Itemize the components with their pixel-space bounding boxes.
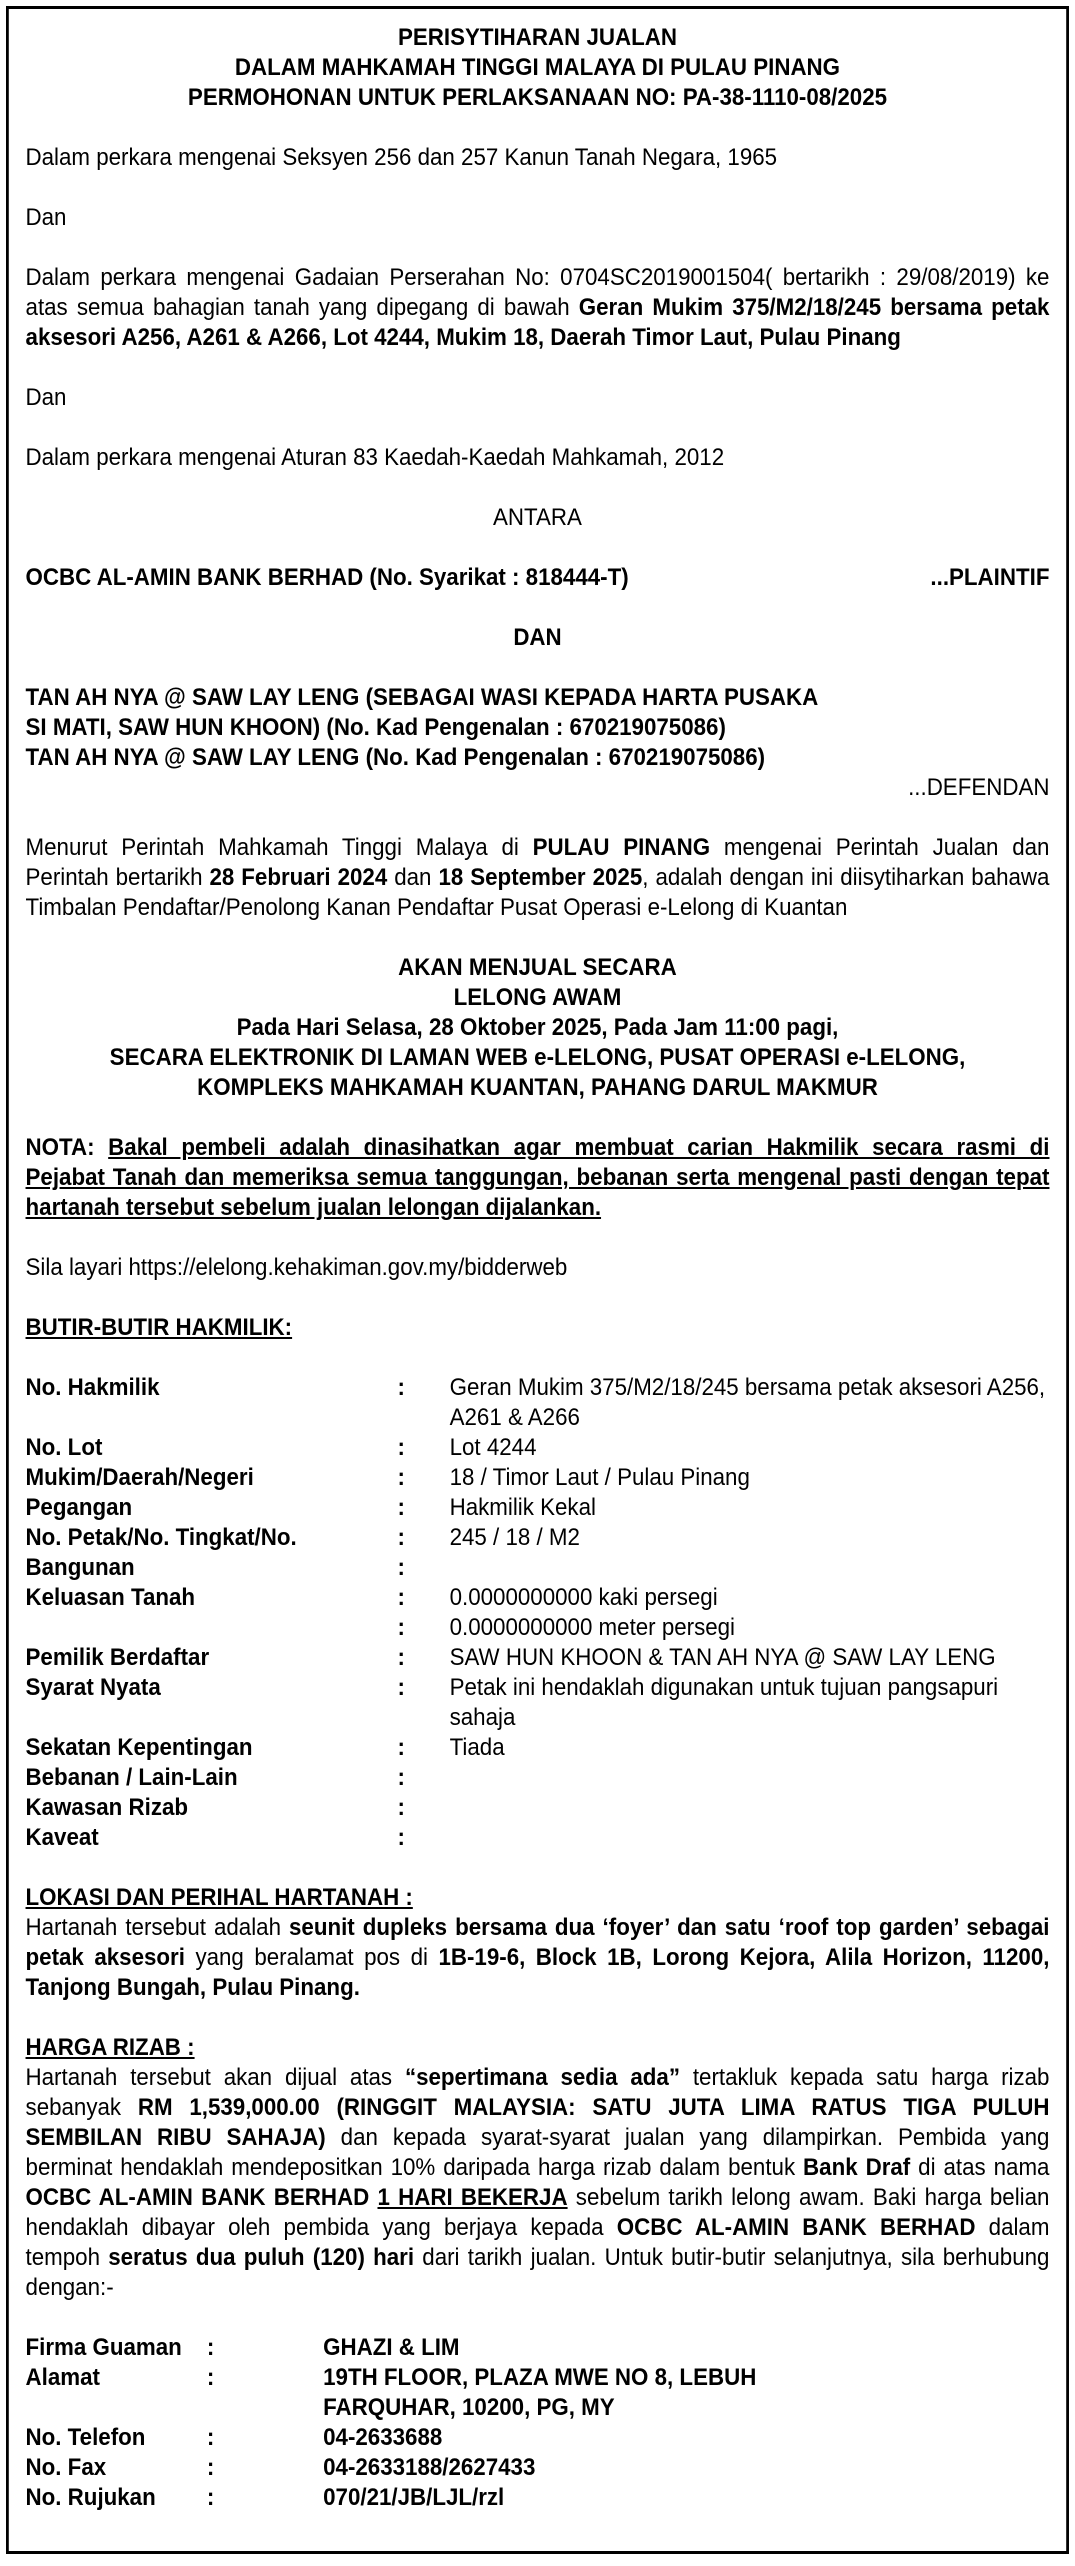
td-label: Bebanan / Lain-Lain: [25, 1764, 238, 1791]
td-colon: :: [397, 1494, 405, 1521]
td-label: Kaveat: [25, 1824, 99, 1851]
td-label: Sekatan Kepentingan: [25, 1734, 253, 1761]
td-colon: :: [397, 1584, 405, 1611]
matter-land-code: Dalam perkara mengenai Seksyen 256 dan 257 Kanun Tanah Negara, 1965: [25, 144, 778, 171]
contact-value: GHAZI & LIM: [323, 2334, 460, 2361]
title-details-heading: BUTIR-BUTIR HAKMILIK:: [25, 1314, 293, 1341]
td-value: [450, 1793, 1050, 1823]
td-label: No. Hakmilik: [25, 1374, 160, 1401]
res-bank-draft: Bank Draf: [803, 2154, 911, 2181]
location-heading: LOKASI DAN PERIHAL HARTANAH :: [25, 1884, 413, 1911]
reserve-heading: HARGA RIZAB :: [25, 2034, 195, 2061]
td-colon: :: [397, 1734, 405, 1761]
loc-address: 1B-19-6, Block 1B, Lorong Kejora, Alila Horizon, 11200, Tanjong Bungah, Pulau Pinang.: [25, 1944, 1050, 2001]
res-bank-name-2: OCBC AL-AMIN BANK BERHAD: [616, 2214, 976, 2241]
td-value: Lot 4244: [449, 1434, 537, 1461]
td-value: Geran Mukim 375/M2/18/245 bersama petak aksesori A256, A261 & A266: [449, 1374, 1046, 1431]
defendant-role: ...DEFENDAN: [908, 774, 1050, 801]
res-text-2: tertakluk kepada satu harga rizab sebanyak: [25, 2064, 1050, 2121]
loc-property-type: seunit dupleks bersama dua ‘foyer’ dan satu ‘roof top garden’ sebagai petak aksesori: [25, 1914, 1050, 1971]
res-text-6: sebelum tarikh lelong awam. Baki harga belian hendaklah dibayar oleh pembida yang berjaya kepada: [25, 2184, 1050, 2241]
contact-colon: :: [206, 2454, 215, 2481]
td-label: Mukim/Daerah/Negeri: [25, 1464, 254, 1491]
contact-colon: :: [206, 2424, 215, 2451]
res-text-7: dalam tempoh: [25, 2214, 1050, 2271]
matter-charge-title: Geran Mukim 375/M2/18/245 bersama petak aksesori A256, A261 & A266, Lot 4244, Mukim 18, Daerah Timor Laut, Pulau Pinang: [25, 294, 1050, 351]
td-colon: :: [397, 1434, 405, 1461]
matter-rules: Dalam perkara mengenai Aturan 83 Kaedah-Kaedah Mahkamah, 2012: [25, 444, 725, 471]
sale-venue: SECARA ELEKTRONIK DI LAMAN WEB e-LELONG, PUSAT OPERASI e-LELONG, KOMPLEKS MAHKAMAH KUANTAN, PAHANG DARUL MAKMUR: [109, 1044, 966, 1101]
td-label: Bangunan: [25, 1554, 135, 1581]
dan-label: DAN: [513, 624, 562, 651]
td-label: Pegangan: [25, 1494, 133, 1521]
td-colon: :: [397, 1554, 405, 1581]
td-label: Keluasan Tanah: [25, 1584, 196, 1611]
res-days: seratus dua puluh (120) hari: [108, 2244, 415, 2271]
contact-label: Firma Guaman: [25, 2334, 182, 2361]
td-value: Petak ini hendaklah digunakan untuk tujuan pangsapuri sahaja: [449, 1674, 999, 1731]
res-reserve-price: RM 1,539,000.00 (RINGGIT MALAYSIA: SATU JUTA LIMA RATUS TIGA PULUH SEMBILAN RIBU SAHAJA): [25, 2094, 1050, 2151]
header-case-number: PERMOHONAN UNTUK PERLAKSANAAN NO: PA-38-1110-08/2025: [187, 84, 888, 111]
website-line: Sila layari https://elelong.kehakiman.gov.my/bidderweb: [25, 1254, 568, 1281]
order-date-1: 28 Februari 2024: [209, 864, 388, 891]
contact-colon: :: [206, 2334, 215, 2361]
reserve-paragraph: [26, 2063, 1050, 2303]
loc-text-1: Hartanah tersebut adalah: [25, 1914, 290, 1941]
defendant-2: TAN AH NYA @ SAW LAY LENG (No. Kad Pengenalan : 670219075086): [25, 744, 766, 771]
contact-colon: :: [206, 2364, 215, 2391]
res-text-4: di atas nama: [910, 2154, 1050, 2181]
td-value: Tiada: [449, 1734, 505, 1761]
td-value: [450, 1823, 1050, 1853]
court-order-paragraph: [26, 833, 1050, 923]
contact-colon: :: [206, 2484, 215, 2511]
td-value: 0.0000000000 meter persegi: [449, 1614, 736, 1641]
res-working-day: 1 HARI BEKERJA: [377, 2184, 568, 2211]
matter-dan-1: Dan: [25, 204, 67, 231]
sale-datetime: Pada Hari Selasa, 28 Oktober 2025, Pada Jam 11:00 pagi,: [236, 1014, 839, 1041]
td-label: [26, 1613, 398, 1643]
td-colon: :: [397, 1614, 405, 1641]
td-colon: :: [397, 1794, 405, 1821]
td-value: [450, 1553, 1050, 1583]
td-colon: :: [397, 1824, 405, 1851]
nota-text: Bakal pembeli adalah dinasihatkan agar membuat carian Hakmilik secara rasmi di Pejabat Tanah dan memeriksa semua tanggungan, bebanan serta mengenal pasti dengan tepat hartanah tersebut sebelum jualan lelongan dijalankan.: [25, 1134, 1050, 1221]
header-court: DALAM MAHKAMAH TINGGI MALAYA DI PULAU PINANG: [234, 54, 841, 81]
contact-value: 19TH FLOOR, PLAZA MWE NO 8, LEBUH FARQUHAR, 10200, PG, MY: [323, 2364, 757, 2421]
order-date-2: 18 September 2025: [438, 864, 643, 891]
td-label: Syarat Nyata: [25, 1674, 161, 1701]
defendant-1: TAN AH NYA @ SAW LAY LENG (SEBAGAI WASI KEPADA HARTA PUSAKA SI MATI, SAW HUN KHOON) (No. Kad Pengenalan : 670219075086): [25, 684, 818, 741]
td-colon: :: [397, 1644, 405, 1671]
sale-line-2: LELONG AWAM: [453, 984, 622, 1011]
matter-charge: [26, 263, 1050, 353]
td-label: Pemilik Berdaftar: [25, 1644, 210, 1671]
td-colon: :: [397, 1764, 405, 1791]
res-text-3: dan kepada syarat-syarat jualan yang dilampirkan. Pembida yang berminat hendaklah mendepositkan 10% daripada harga rizab dalam bentuk: [25, 2124, 1050, 2181]
td-value: 0.0000000000 kaki persegi: [449, 1584, 718, 1611]
td-value: 245 / 18 / M2: [449, 1524, 580, 1551]
nota-label: NOTA:: [25, 1134, 95, 1161]
loc-text-2: yang beralamat pos di: [184, 1944, 439, 1971]
order-state: PULAU PINANG: [532, 834, 711, 861]
order-text-1: Menurut Perintah Mahkamah Tinggi Malaya di: [25, 834, 533, 861]
td-label: No. Petak/No. Tingkat/No.: [25, 1524, 297, 1551]
contact-value: 04-2633188/2627433: [323, 2454, 536, 2481]
order-text-2: mengenai Perintah Jualan dan Perintah bertarikh: [25, 834, 1050, 891]
antara-label: ANTARA: [493, 504, 582, 531]
res-bank-name: OCBC AL-AMIN BANK BERHAD: [25, 2184, 370, 2211]
contact-table: [26, 2333, 1050, 2513]
location-paragraph: [26, 1913, 1050, 2003]
td-label: No. Lot: [25, 1434, 103, 1461]
res-text-1: Hartanah tersebut akan dijual atas: [25, 2064, 405, 2091]
matter-dan-2: Dan: [25, 384, 67, 411]
td-colon: :: [397, 1524, 405, 1551]
td-label: Kawasan Rizab: [25, 1794, 189, 1821]
res-as-is: “sepertimana sedia ada”: [404, 2064, 681, 2091]
sale-announcement: [26, 953, 1050, 1103]
td-colon: :: [397, 1374, 405, 1401]
td-colon: :: [397, 1464, 405, 1491]
sale-notice: [6, 6, 1069, 2554]
plaintiff-row: [26, 563, 1050, 593]
td-value: [450, 1763, 1050, 1793]
nota-paragraph: [26, 1133, 1050, 1223]
title-details-table: [26, 1373, 1050, 1853]
plaintiff-name: OCBC AL-AMIN BANK BERHAD (No. Syarikat : 818444-T): [25, 564, 629, 591]
order-text-3: dan: [387, 864, 439, 891]
td-value: 18 / Timor Laut / Pulau Pinang: [449, 1464, 750, 1491]
contact-label: No. Telefon: [25, 2424, 146, 2451]
res-text-8: dari tarikh jualan. Untuk butir-butir selanjutnya, sila berhubung dengan:-: [25, 2244, 1050, 2301]
plaintiff-role: ...PLAINTIF: [930, 564, 1050, 591]
sale-line-1: AKAN MENJUAL SECARA: [398, 954, 677, 981]
matter-charge-text: Dalam perkara mengenai Gadaian Perserahan No: 0704SC2019001504( bertarikh : 29/08/2019) ke atas semua bahagian tanah yang dipegang di bawah: [25, 264, 1050, 321]
header-title: PERISYTIHARAN JUALAN: [397, 24, 678, 51]
order-text-4: , adalah dengan ini diisytiharkan bahawa Timbalan Pendaftar/Penolong Kanan Pendaftar Pusat Operasi e-Lelong di Kuantan: [25, 864, 1050, 921]
contact-label: Alamat: [25, 2364, 100, 2391]
td-value: SAW HUN KHOON & TAN AH NYA @ SAW LAY LENG: [449, 1644, 996, 1671]
td-value: Hakmilik Kekal: [449, 1494, 596, 1521]
contact-value: 070/21/JB/LJL/rzl: [323, 2484, 505, 2511]
td-colon: :: [397, 1674, 405, 1701]
notice-header: [26, 23, 1050, 113]
contact-label: No. Fax: [25, 2454, 107, 2481]
contact-label: No. Rujukan: [25, 2484, 156, 2511]
contact-value: 04-2633688: [323, 2424, 443, 2451]
